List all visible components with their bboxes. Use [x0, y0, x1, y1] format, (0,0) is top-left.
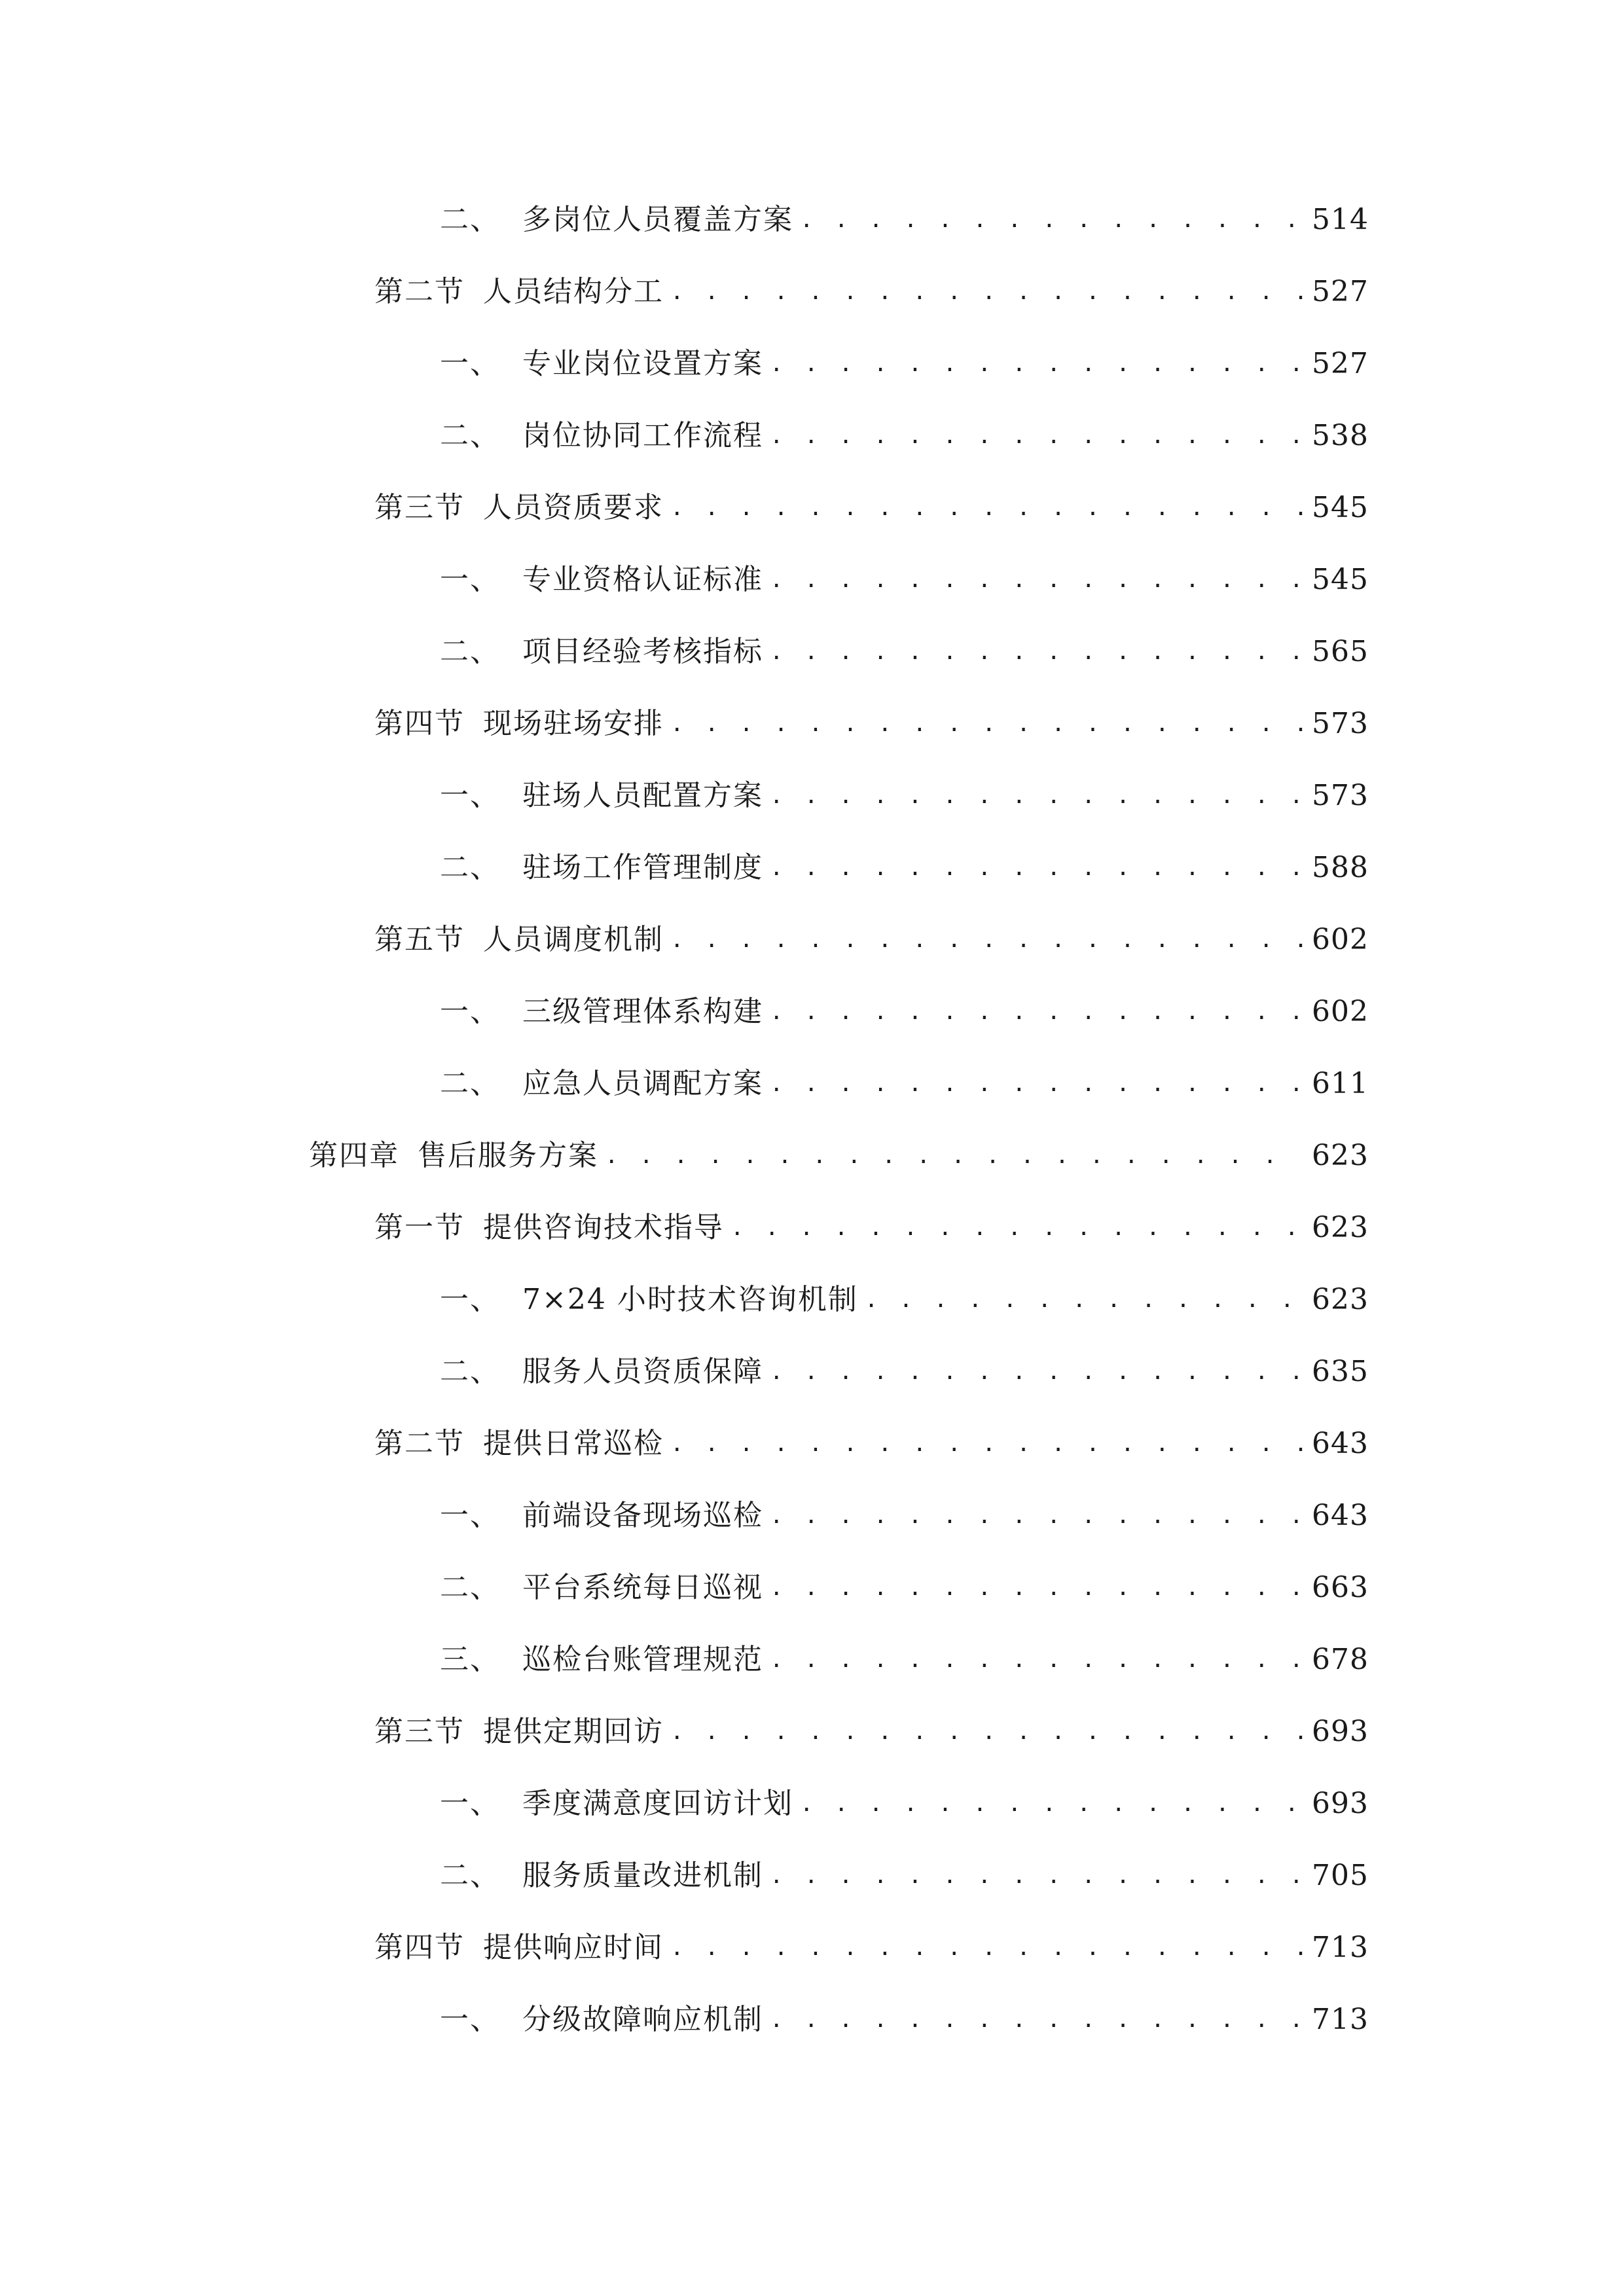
toc-entry-number: 一、 [440, 2003, 500, 2036]
toc-entry[interactable] [374, 914, 1369, 966]
toc-entry-number: 第四章 [309, 1139, 399, 1172]
toc-entry-number: 第四节 [374, 707, 465, 740]
toc-entry-number: 二、 [440, 1859, 500, 1892]
toc-entry-number: 二、 [440, 1355, 500, 1388]
toc-dot-leader [800, 194, 1303, 246]
toc-entry-page: 588 [1312, 851, 1369, 884]
toc-entry-page: 602 [1312, 923, 1369, 956]
toc-entry-title: 现场驻场安排 [483, 707, 664, 740]
toc-entry-number: 二、 [440, 1571, 500, 1604]
toc-entry[interactable] [440, 1274, 1369, 1326]
toc-entry-number: 第二节 [374, 1427, 465, 1460]
toc-entry-title: 专业资格认证标准 [522, 563, 763, 596]
toc-entry-title: 平台系统每日巡视 [522, 1571, 763, 1604]
toc-entry[interactable] [440, 626, 1369, 678]
toc-dot-leader [770, 338, 1303, 390]
toc-entry[interactable] [440, 770, 1369, 822]
toc-dot-leader [731, 1202, 1303, 1254]
toc-entry[interactable] [440, 1994, 1369, 2046]
toc-entry-page: 623 [1312, 1139, 1369, 1172]
toc-dot-leader [770, 1634, 1303, 1686]
toc-entry-title: 售后服务方案 [418, 1139, 598, 1172]
toc-entry-title: 提供定期回访 [483, 1715, 664, 1748]
toc-entry-number: 第一节 [374, 1211, 465, 1244]
toc-dot-leader [800, 1778, 1303, 1830]
toc-entry[interactable] [440, 338, 1369, 390]
toc-entry[interactable] [374, 1418, 1369, 1470]
toc-entry-title: 提供响应时间 [483, 1931, 664, 1964]
toc-dot-leader [670, 482, 1303, 534]
toc-entry[interactable] [440, 554, 1369, 606]
toc-entry[interactable] [374, 698, 1369, 750]
toc-dot-leader [770, 1850, 1303, 1902]
toc-entry-title: 7×24 小时技术咨询机制 [522, 1283, 858, 1316]
toc-dot-leader [770, 554, 1303, 606]
toc-entry-number: 一、 [440, 1283, 500, 1316]
toc-entry-page: 713 [1312, 1931, 1369, 1964]
toc-entry-number: 第二节 [374, 275, 465, 308]
toc-dot-leader [770, 1562, 1303, 1614]
toc-dot-leader [770, 770, 1303, 822]
toc-entry-title: 人员结构分工 [483, 275, 664, 308]
toc-entry-page: 611 [1312, 1067, 1369, 1100]
toc-entry-page: 663 [1312, 1571, 1369, 1604]
toc-entry-number: 二、 [440, 851, 500, 884]
toc-dot-leader [670, 698, 1303, 750]
toc-entry-title: 服务质量改进机制 [522, 1859, 763, 1892]
toc-entry[interactable] [374, 266, 1369, 318]
toc-entry[interactable] [440, 986, 1369, 1038]
toc-dot-leader [670, 914, 1303, 966]
toc-dot-leader [670, 1418, 1303, 1470]
toc-entry[interactable] [440, 1490, 1369, 1542]
toc-entry-page: 623 [1312, 1283, 1369, 1316]
toc-entry-title: 多岗位人员覆盖方案 [522, 203, 793, 236]
toc-dot-leader [770, 986, 1303, 1038]
toc-dot-leader [605, 1130, 1303, 1182]
toc-dot-leader [770, 842, 1303, 894]
toc-entry-title: 驻场人员配置方案 [522, 779, 763, 812]
toc-entry-title: 季度满意度回访计划 [522, 1787, 793, 1820]
toc-entry-page: 643 [1312, 1427, 1369, 1460]
toc-entry[interactable] [440, 1346, 1369, 1398]
toc-entry-page: 643 [1312, 1499, 1369, 1532]
toc-entry-title: 岗位协同工作流程 [522, 419, 763, 452]
toc-entry-page: 545 [1312, 491, 1369, 524]
toc-entry-title: 提供日常巡检 [483, 1427, 664, 1460]
toc-entry-title: 三级管理体系构建 [522, 995, 763, 1028]
toc-entry-number: 一、 [440, 563, 500, 596]
toc-entry[interactable] [440, 410, 1369, 462]
toc-entry-number: 二、 [440, 419, 500, 452]
toc-entry-title: 专业岗位设置方案 [522, 347, 763, 380]
toc-entry[interactable] [374, 1922, 1369, 1974]
toc-entry-page: 565 [1312, 635, 1369, 668]
toc-entry[interactable] [374, 482, 1369, 534]
toc-entry-title: 项目经验考核指标 [522, 635, 763, 668]
toc-entry-page: 623 [1312, 1211, 1369, 1244]
toc-entry[interactable] [309, 1130, 1369, 1182]
toc-entry[interactable] [440, 1850, 1369, 1902]
toc-dot-leader [865, 1274, 1303, 1326]
toc-entry-page: 635 [1312, 1355, 1369, 1388]
toc-entry-page: 713 [1312, 2003, 1369, 2036]
toc-entry-number: 三、 [440, 1643, 500, 1676]
toc-dot-leader [670, 1706, 1303, 1758]
toc-entry-page: 527 [1312, 275, 1369, 308]
toc-entry-number: 第四节 [374, 1931, 465, 1964]
toc-entry[interactable] [440, 1778, 1369, 1830]
toc-entry-number: 一、 [440, 1787, 500, 1820]
toc-entry[interactable] [440, 842, 1369, 894]
toc-entry[interactable] [440, 1634, 1369, 1686]
toc-entry-title: 服务人员资质保障 [522, 1355, 763, 1388]
toc-entry[interactable] [440, 1058, 1369, 1110]
toc-entry-number: 二、 [440, 635, 500, 668]
toc-entry-page: 602 [1312, 995, 1369, 1028]
toc-entry-number: 一、 [440, 347, 500, 380]
toc-dot-leader [770, 1490, 1303, 1542]
toc-entry-page: 705 [1312, 1859, 1369, 1892]
toc-entry-number: 二、 [440, 1067, 500, 1100]
toc-dot-leader [770, 1058, 1303, 1110]
toc-entry-title: 人员调度机制 [483, 923, 664, 956]
toc-entry-page: 573 [1312, 707, 1369, 740]
toc-entry-title: 人员资质要求 [483, 491, 664, 524]
toc-entry-number: 一、 [440, 779, 500, 812]
toc-entry-page: 527 [1312, 347, 1369, 380]
toc-entry-title: 巡检台账管理规范 [522, 1643, 763, 1676]
toc-entry-number: 二、 [440, 203, 500, 236]
toc-entry-page: 545 [1312, 563, 1369, 596]
toc-entry-number: 一、 [440, 995, 500, 1028]
toc-entry[interactable] [374, 1706, 1369, 1758]
toc-entry-number: 第三节 [374, 491, 465, 524]
toc-entry-page: 573 [1312, 779, 1369, 812]
toc-dot-leader [770, 1346, 1303, 1398]
toc-entry-number: 第五节 [374, 923, 465, 956]
toc-entry-number: 第三节 [374, 1715, 465, 1748]
toc-entry[interactable] [440, 1562, 1369, 1614]
toc-entry-title: 应急人员调配方案 [522, 1067, 763, 1100]
toc-entry-page: 678 [1312, 1643, 1369, 1676]
toc-entry-title: 前端设备现场巡检 [522, 1499, 763, 1532]
toc-entry-page: 514 [1312, 203, 1369, 236]
toc-dot-leader [670, 266, 1303, 318]
toc-entry[interactable] [440, 194, 1369, 246]
toc-dot-leader [770, 626, 1303, 678]
toc-entry-title: 提供咨询技术指导 [483, 1211, 724, 1244]
toc-entry-page: 693 [1312, 1787, 1369, 1820]
toc-dot-leader [770, 1994, 1303, 2046]
toc-entry-title: 驻场工作管理制度 [522, 851, 763, 884]
toc-dot-leader [770, 410, 1303, 462]
toc-entry-number: 一、 [440, 1499, 500, 1532]
toc-entry[interactable] [374, 1202, 1369, 1254]
toc-dot-leader [670, 1922, 1303, 1974]
toc-entry-title: 分级故障响应机制 [522, 2003, 763, 2036]
toc-entry-page: 538 [1312, 419, 1369, 452]
toc-entry-page: 693 [1312, 1715, 1369, 1748]
